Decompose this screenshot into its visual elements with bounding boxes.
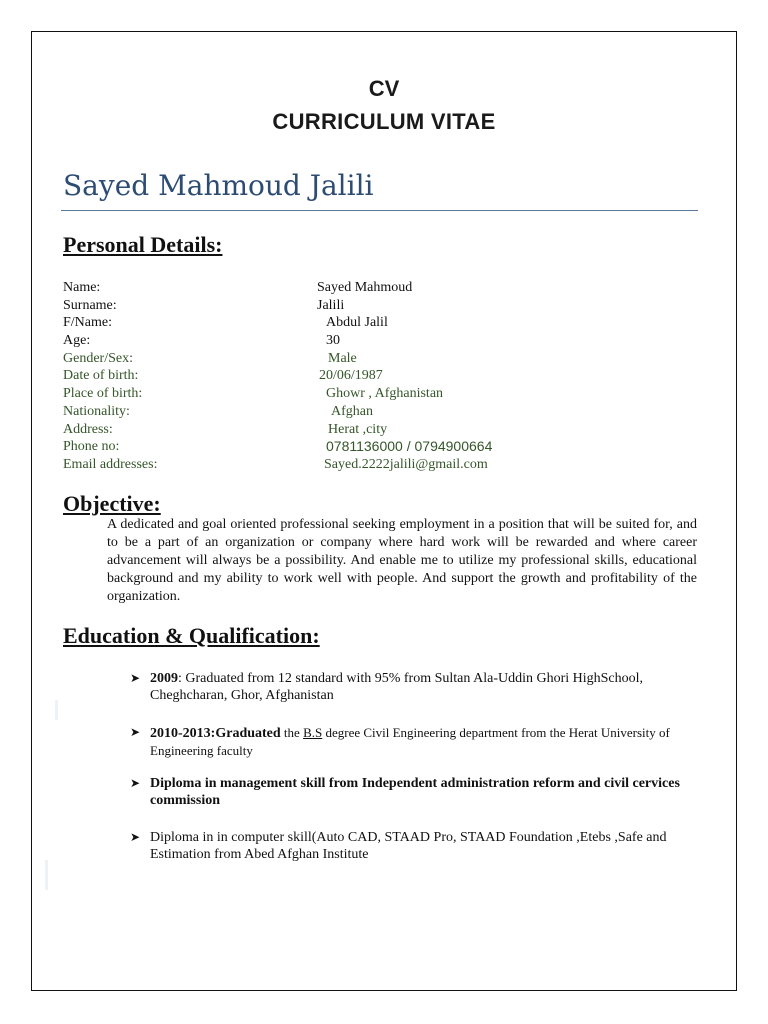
cv-heading: CV (368, 76, 400, 101)
education-degree: B.S (303, 725, 323, 740)
education-text: Diploma in management skill from Independent administration reform and civil cervices commission (150, 776, 680, 808)
detail-value: Male (328, 350, 357, 366)
detail-value: Sayed.2222jalili@gmail.com (324, 456, 488, 472)
detail-label: Address: (63, 421, 113, 437)
education-year: 2010-2013 (150, 726, 211, 741)
detail-value: Ghowr , Afghanistan (326, 386, 444, 402)
personal-detail-row (63, 421, 703, 439)
personal-detail-row (63, 403, 703, 421)
detail-value: 30 (326, 333, 340, 349)
detail-label: Email addresses: (63, 456, 158, 472)
personal-detail-row (63, 314, 703, 332)
education-item (130, 670, 700, 704)
education-text: the (280, 725, 304, 740)
detail-value: 0781136000 / 0794900664 (326, 438, 493, 455)
education-text: degree Civil Engineering department from the Herat University of Engineering faculty (150, 725, 670, 758)
detail-label: Place of birth: (63, 386, 143, 402)
personal-detail-row (63, 438, 703, 456)
detail-label: Phone no: (63, 439, 120, 455)
personal-detail-row (63, 297, 703, 315)
detail-label: Surname: (63, 297, 117, 313)
arrow-bullet-icon: ➤ (130, 725, 141, 739)
objective-heading: Objective: (63, 491, 161, 516)
curriculum-vitae-heading: CURRICULUM VITAE (272, 109, 496, 134)
education-year: 2009 (150, 671, 178, 686)
detail-label: Age: (63, 333, 91, 349)
education-item (130, 775, 700, 809)
detail-label: F/Name: (63, 315, 112, 331)
education-text: Diploma in in computer skill(Auto CAD, STAAD Pro, STAAD Foundation ,Etebs ,Safe and Estimation from Abed Afghan Institute (150, 830, 667, 862)
education-graduated: :Graduated (210, 726, 281, 741)
arrow-bullet-icon: ➤ (130, 830, 141, 844)
personal-detail-row (63, 332, 703, 350)
name-divider (61, 210, 698, 211)
detail-label: Gender/Sex: (63, 350, 133, 366)
detail-value: Herat ,city (328, 421, 388, 437)
education-heading: Education & Qualification: (63, 623, 320, 648)
arrow-bullet-icon: ➤ (130, 671, 141, 685)
detail-label: Name: (63, 280, 101, 295)
personal-detail-row (63, 367, 703, 385)
education-text: : Graduated from 12 standard with 95% from Sultan Ala-Uddin Ghori HighSchool, Cheghcharan, Ghor, Afghanistan (150, 671, 644, 703)
detail-value: Jalili (317, 297, 345, 313)
detail-label: Nationality: (63, 403, 130, 419)
personal-details-table (63, 279, 703, 474)
personal-detail-row (63, 279, 703, 297)
objective-text: A dedicated and goal oriented professional seeking employment in a position that will be suited for, and to be a part of an organization or company where hard work will be rewarded and where career advancement will always be a possibility. And enable me to utilize my professional skills, educational background and my ability to work well with people. And support the growth and profitability of the organization. (107, 517, 697, 604)
detail-label: Date of birth: (63, 368, 139, 384)
detail-value: 20/06/1987 (319, 368, 383, 384)
education-item (130, 724, 700, 759)
personal-detail-row (63, 385, 703, 403)
candidate-name: Sayed Mahmoud Jalili (63, 169, 374, 202)
personal-details-heading: Personal Details: (63, 232, 223, 257)
education-item (130, 829, 700, 863)
arrow-bullet-icon: ➤ (130, 776, 141, 790)
detail-value: Afghan (331, 403, 373, 419)
detail-value: Sayed Mahmoud (317, 280, 413, 295)
detail-value: Abdul Jalil (326, 315, 388, 331)
personal-detail-row (63, 456, 703, 474)
document-page (31, 31, 737, 991)
personal-detail-row (63, 350, 703, 368)
